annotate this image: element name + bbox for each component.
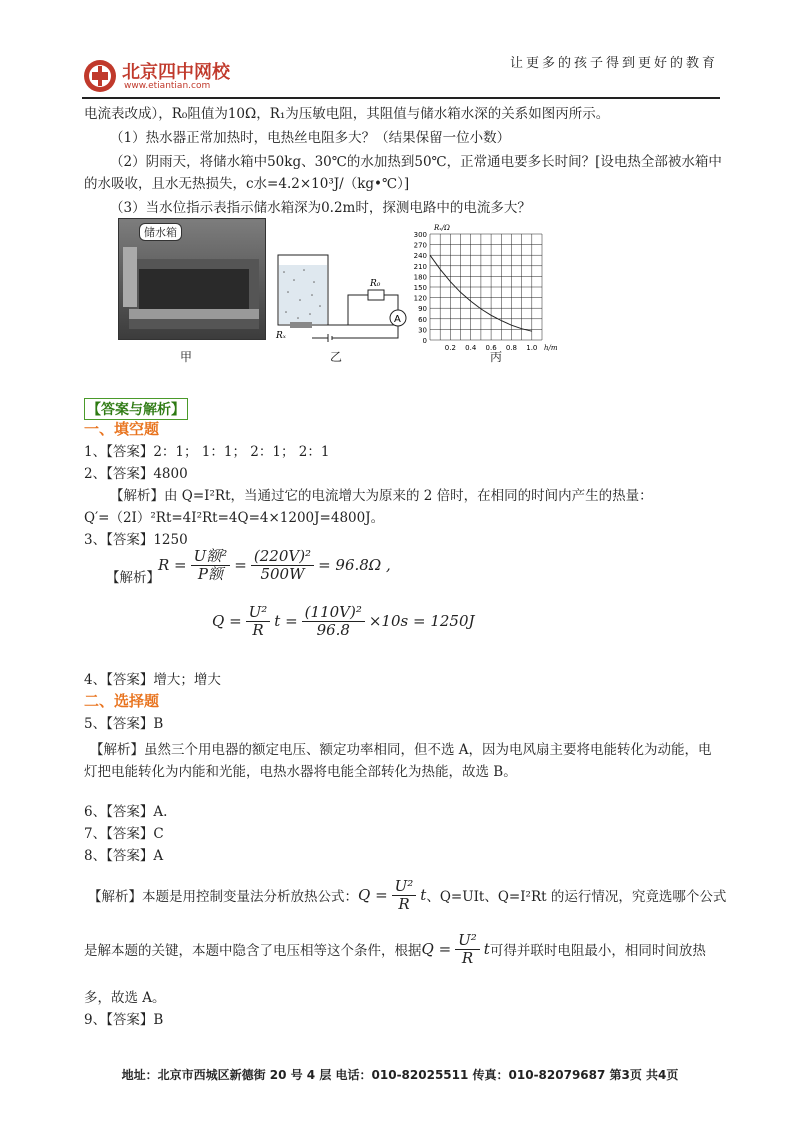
answer-8-explanation-1: 【解析】本题是用控制变量法分析放热公式： Q = $\frac{\text{U²}}{R}$ t 、Q=UIt、Q=I²Rt 的运行情况，究竟选哪个公式: [88, 877, 727, 913]
answer-2-explanation-1: 【解析】由 Q=I²Rt，当通过它的电流增大为原来的 2 倍时，在相同的时间内产生的热量：: [110, 488, 653, 504]
answer-5-explanation-1: 【解析】虽然三个用电器的额定电压、额定功率相同，但不选 A，因为电风扇主要将电能转化为动能，电: [90, 742, 712, 758]
question-2b: 的水吸收，且水无热损失，c水=4.2×10³J/（kg•℃）]: [84, 176, 410, 192]
x-tick-label: 0.8: [505, 344, 518, 352]
question-1: （1）热水器正常加热时，电热丝电阻多大？（结果保留一位小数）: [110, 130, 511, 146]
answer-2-explanation-2: Q′=（2I）²Rt=4I²Rt=4Q=4×1200J=4800J。: [84, 510, 385, 526]
logo-url: www.etiantian.com: [124, 81, 211, 91]
x-tick-label: 0.4: [465, 344, 477, 352]
y-tick-label: 90: [418, 305, 427, 314]
answer-8-explanation-2: 是解本题的关键，本题中隐含了电压相等这个条件，根据 Q = $\frac{\text{U²}}{R}$ t 可得并联时电阻最小，相同时间放热: [84, 931, 706, 967]
tank-label: 储水箱: [139, 223, 182, 241]
x-tick-label: 0.6: [485, 344, 497, 352]
y-tick-label: 270: [413, 241, 427, 250]
question-3: （3）当水位指示表指示储水箱深为0.2m时，探测电路中的电流多大？: [110, 200, 531, 216]
header-rule: [82, 97, 720, 99]
y-tick-label: 0: [422, 337, 427, 345]
header-logo: [82, 58, 262, 94]
answer-5-explanation-2: 灯把电能转化为内能和光能，电热水器将电能全部转化为热能，故选 B。: [84, 764, 517, 780]
figure-jia-photo: [118, 218, 266, 340]
header-slogan: 让更多的孩子得到更好的教育: [509, 56, 718, 71]
answer-3: 3、【答案】1250: [84, 532, 188, 548]
answer-6: 6、【答案】A.: [84, 804, 168, 820]
part2-title: 二、选择题: [84, 692, 160, 710]
y-tick-label: 150: [413, 284, 427, 292]
formula-heat: Q = $\frac{\text{U²}}{R}$ t = $\frac{\text{(110V)²}}{96.8}$ ×10s = 1250J: [212, 603, 475, 639]
page-footer: 地址：北京市西城区新德街 20 号 4 层 电话：010-82025511 传真：010-82079687 第3页 共4页: [121, 1068, 679, 1082]
y-axis-label: Rₓ/Ω: [434, 224, 450, 232]
figure-bing-chart: [402, 220, 562, 355]
x-tick-label: 0.2: [444, 344, 456, 352]
answer-8-explanation-3: 多，故选 A。: [84, 990, 166, 1006]
y-tick-label: 210: [413, 262, 427, 271]
y-tick-label: 180: [413, 273, 427, 282]
r0-label: R₀: [370, 279, 381, 289]
logo-icon: [82, 58, 118, 94]
answer-3-label: 【解析】: [106, 570, 160, 586]
answer-4: 4、【答案】增大；增大: [84, 672, 221, 688]
figure-jia-caption: 甲: [180, 350, 193, 364]
answers-section-title: [84, 398, 188, 420]
formula-resistance: R = $\frac{\text{U额²}}{\text{P额}}$ = $\frac{\text{(220V)²}}{500W}$ = 96.8Ω ,: [158, 547, 391, 583]
answers-title-box: 【答案与解析】: [84, 398, 188, 420]
y-tick-label: 120: [413, 294, 427, 303]
answer-2: 2、【答案】4800: [84, 466, 188, 482]
r0-resistor: [368, 290, 384, 300]
ammeter-label: A: [394, 314, 401, 325]
answer-1: 1、【答案】2：1； 1：1； 2：1； 2：1: [84, 444, 330, 460]
x-tick-label: 1.0: [526, 344, 538, 352]
x-axis-label: h/m: [544, 344, 558, 352]
rx-label: Rₓ: [276, 331, 286, 341]
figure-bing-caption: 丙: [490, 350, 503, 364]
logo-text: 北京四中网校: [122, 62, 230, 83]
figure-yi-circuit: [268, 240, 418, 350]
answer-7: 7、【答案】C: [84, 826, 164, 842]
answer-5: 5、【答案】B: [84, 716, 164, 732]
y-tick-label: 60: [418, 315, 427, 324]
rx-sensor: [290, 322, 312, 328]
answer-9: 9、【答案】B: [84, 1012, 164, 1028]
answer-8: 8、【答案】A: [84, 848, 164, 864]
y-tick-label: 300: [413, 231, 427, 239]
figure-yi-caption: 乙: [330, 350, 343, 364]
y-tick-label: 240: [413, 252, 427, 261]
y-tick-label: 30: [418, 326, 427, 335]
part1-title: 一、填空题: [84, 420, 160, 438]
question-2a: （2）阴雨天，将储水箱中50kg、30℃的水加热到50℃，正常通电要多长时间？[设电热全部被水箱中: [110, 154, 722, 170]
question-intro: 电流表改成），R₀阻值为10Ω，R₁为压敏电阻，其阻值与储水箱水深的关系如图丙所示。: [84, 106, 610, 122]
